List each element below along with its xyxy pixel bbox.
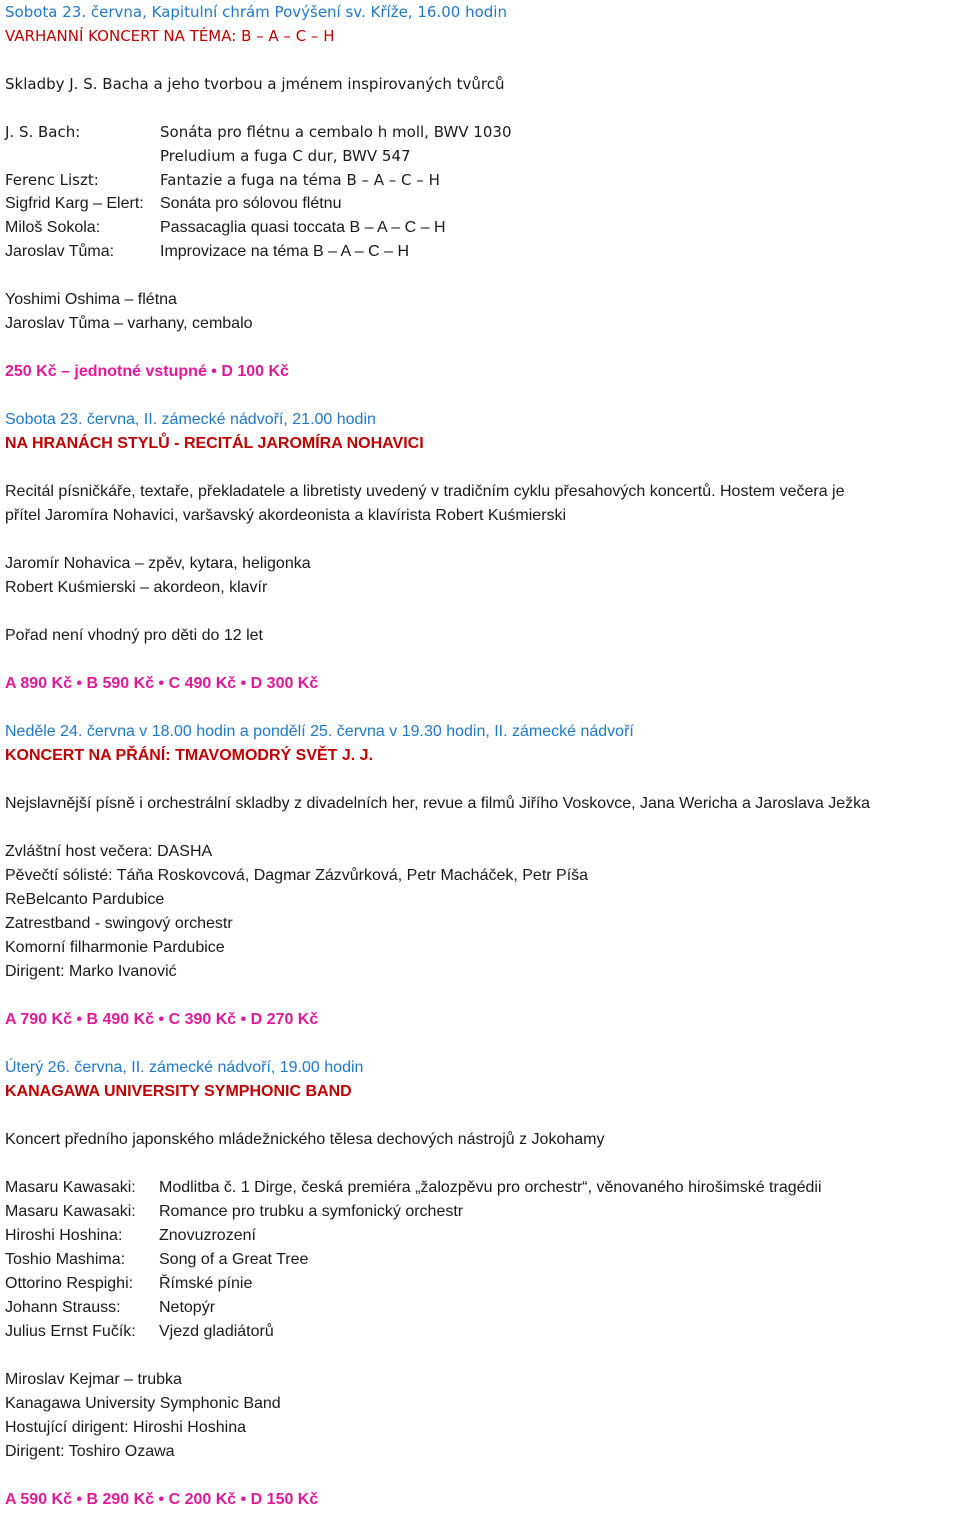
event-nohavica-recital [5, 408, 955, 720]
ticket-price: 250 Kč – jednotné vstupné • D 100 Kč [5, 363, 289, 380]
event-title: KANAGAWA UNIVERSITY SYMPHONIC BAND [5, 1083, 352, 1100]
event-date: Úterý 26. června, II. zámecké nádvoří, 19.00 hodin [5, 1059, 364, 1076]
piece: Znovuzrození [159, 1227, 256, 1244]
performer-line: Hostující dirigent: Hiroshi Hoshina [5, 1419, 246, 1436]
piece: Preludium a fuga C dur, BWV 547 [160, 147, 411, 165]
composer: Sigfrid Karg – Elert: [5, 195, 144, 212]
piece: Improvizace na téma B – A – C – H [160, 243, 410, 260]
program-row [5, 144, 955, 168]
program-row [5, 192, 955, 216]
event-title: KONCERT NA PŘÁNÍ: TMAVOMODRÝ SVĚT J. J. [5, 747, 374, 764]
event-description: Koncert předního japonského mládežnického tělesa dechových nástrojů z Jokohamy [5, 1131, 605, 1148]
performer-line: Dirigent: Marko Ivanović [5, 963, 177, 980]
piece: Modlitba č. 1 Dirge, česká premiéra „žalozpěvu pro orchestr“, věnovaného hirošimské tragédii [159, 1179, 822, 1196]
event-description: Skladby J. S. Bacha a jeho tvorbou a jménem inspirovaných tvůrců [5, 75, 505, 93]
program-row [5, 1272, 955, 1296]
composer [5, 144, 160, 168]
ticket-price: A 890 Kč • B 590 Kč • C 490 Kč • D 300 Kč [5, 675, 319, 692]
composer: Masaru Kawasaki: [5, 1179, 136, 1196]
event-request-concert [5, 720, 955, 1056]
composer: Ottorino Respighi: [5, 1275, 134, 1292]
piece: Sonáta pro sólovou flétnu [160, 195, 342, 212]
performer-line: Robert Kuśmierski – akordeon, klavír [5, 579, 268, 596]
piece: Římské pínie [159, 1275, 253, 1292]
ticket-price: A 590 Kč • B 290 Kč • C 200 Kč • D 150 Kč [5, 1491, 319, 1508]
performer-line: Pěvečtí sólisté: Táňa Roskovcová, Dagmar Zázvůrková, Petr Macháček, Petr Píša [5, 867, 589, 884]
performer-line: Jaroslav Tůma – varhany, cembalo [5, 315, 253, 332]
composer: Julius Ernst Fučík: [5, 1323, 136, 1340]
performer-line: Zatrestband - swingový orchestr [5, 915, 233, 932]
performer-line: Jaromír Nohavica – zpěv, kytara, heligonka [5, 555, 311, 572]
program-row [5, 240, 955, 264]
composer: Ferenc Liszt: [5, 171, 99, 189]
composer: Hiroshi Hoshina: [5, 1227, 123, 1244]
performer-line: Miroslav Kejmar – trubka [5, 1371, 182, 1388]
ticket-price: A 790 Kč • B 490 Kč • C 390 Kč • D 270 Kč [5, 1011, 319, 1028]
performer-line: Yoshimi Oshima – flétna [5, 291, 177, 308]
piece: Song of a Great Tree [159, 1251, 309, 1268]
event-description: Nejslavnější písně i orchestrální skladby z divadelních her, revue a filmů Jiřího Voskovce, Jana Wericha a Jaroslava Ježka [5, 795, 871, 812]
composer: J. S. Bach: [5, 123, 81, 141]
piece: Passacaglia quasi toccata B – A – C – H [160, 219, 446, 236]
event-title: NA HRANÁCH STYLŮ - RECITÁL JAROMÍRA NOHAVICI [5, 435, 424, 452]
program-row [5, 1200, 955, 1224]
composer: Toshio Mashima: [5, 1251, 126, 1268]
composer: Masaru Kawasaki: [5, 1203, 136, 1220]
event-date: Sobota 23. června, Kapitulní chrám Povýšení sv. Kříže, 16.00 hodin [5, 3, 507, 21]
performer-line: Zvláštní host večera: DASHA [5, 843, 213, 860]
piece: Sonáta pro flétnu a cembalo h moll, BWV 1030 [160, 123, 512, 141]
performer-line: Kanagawa University Symphonic Band [5, 1395, 281, 1412]
piece: Vjezd gladiátorů [159, 1323, 274, 1340]
event-organ-concert [5, 0, 955, 408]
program-list [5, 1176, 955, 1344]
program-row [5, 1320, 955, 1344]
composer: Johann Strauss: [5, 1299, 121, 1316]
program-row [5, 1248, 955, 1272]
event-description: Recitál písničkáře, textaře, překladatele a libretisty uvedený v tradičním cyklu přesahových koncertů. Hostem večera je [5, 483, 845, 500]
performer-line: ReBelcanto Pardubice [5, 891, 165, 908]
event-date: Sobota 23. června, II. zámecké nádvoří, 21.00 hodin [5, 411, 376, 428]
event-date: Neděle 24. června v 18.00 hodin a pondělí 25. června v 19.30 hodin, II. zámecké nádvoří [5, 723, 634, 740]
event-description-cont: přítel Jaromíra Nohavici, varšavský akordeonista a klavírista Robert Kuśmierski [5, 507, 567, 524]
program-row [5, 168, 955, 192]
composer: Jaroslav Tůma: [5, 243, 115, 260]
program-list [5, 120, 955, 264]
event-kanagawa-band [5, 1056, 955, 1512]
program-row [5, 216, 955, 240]
piece: Fantazie a fuga na téma B – A – C – H [160, 171, 440, 189]
piece: Romance pro trubku a symfonický orchestr [159, 1203, 464, 1220]
program-row [5, 1224, 955, 1248]
performer-line: Komorní filharmonie Pardubice [5, 939, 225, 956]
piece: Netopýr [159, 1299, 216, 1316]
program-row [5, 1176, 955, 1200]
composer: Miloš Sokola: [5, 219, 101, 236]
program-row [5, 120, 955, 144]
age-note: Pořad není vhodný pro děti do 12 let [5, 627, 263, 644]
program-row [5, 1296, 955, 1320]
event-title: VARHANNÍ KONCERT NA TÉMA: B – A – C – H [5, 27, 335, 45]
performer-line: Dirigent: Toshiro Ozawa [5, 1443, 175, 1460]
